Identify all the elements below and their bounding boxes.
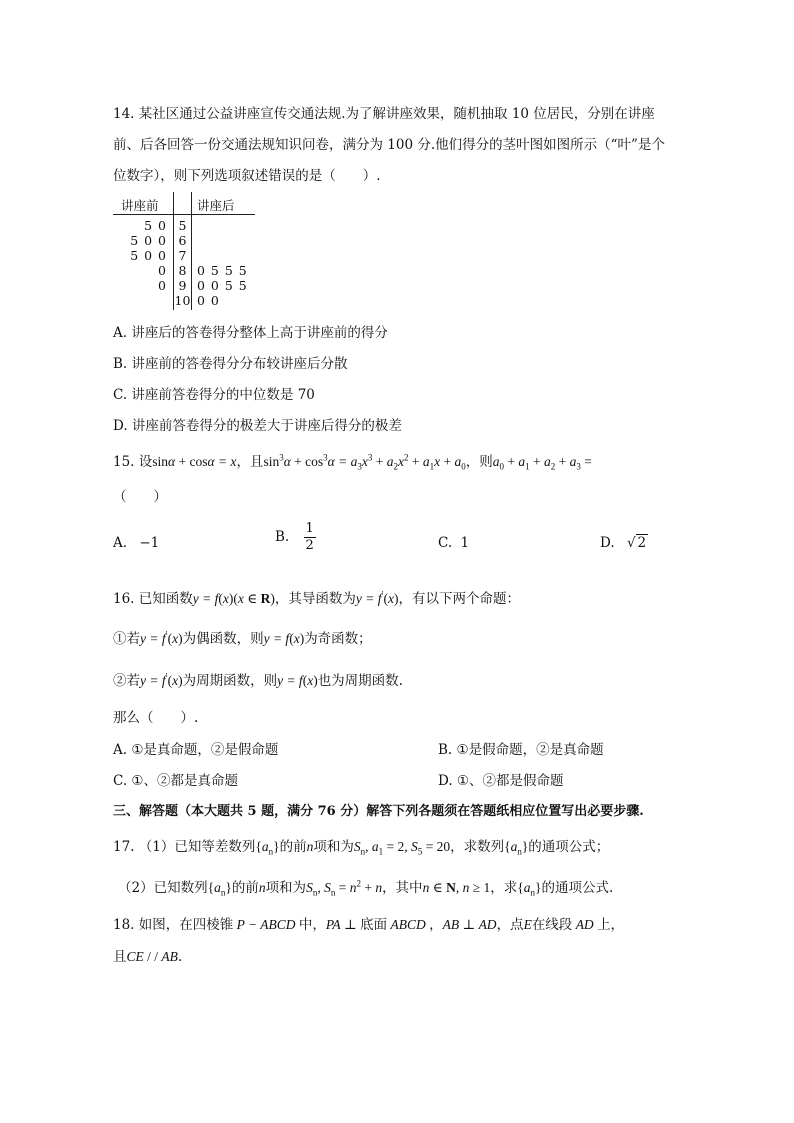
q15-formula-3: $a_0 + a_1 + a_2 + a_3$ = [492,454,592,472]
q16-proposition-2 [113,669,403,689]
formula: E [523,917,532,932]
text: 也为周期函数. [317,673,403,689]
q16-option-d: D. ①、②都是假命题 [438,773,564,789]
q16-option-a: A. ①是真命题，②是假命题 [113,742,279,758]
q16-proposition-1 [113,627,372,647]
formula: $\{a_n\}$ [207,880,232,898]
text: （2）已知数列 [118,880,208,896]
q16-option-c: C. ①、②都是真命题 [113,773,239,789]
text: ，求数列 [450,839,505,855]
text: 项和为 [265,880,307,896]
q18-line1 [113,913,624,933]
text: 为偶函数，则 [182,631,264,647]
text: 的前 [231,880,259,896]
formula: y = f(x) [277,673,318,688]
stem-leaf-header-before: 讲座前 [121,198,159,213]
square-root: √ 2 [626,535,647,551]
formula: AD [572,917,598,932]
option-label: D. [600,535,615,551]
q14-option-b: B. 讲座前的答卷得分分布较讲座后分散 [113,356,348,372]
q14-option-d: D. 讲座前答卷得分的极差大于讲座后得分的极差 [113,418,402,434]
text: 的前 [279,839,307,855]
stem-leaf-row [113,248,263,262]
q15-formula-2: $\sin^3\alpha + \cos^3\alpha = a_3x^3 + a_2x^2 + a_1x + a_0$ [263,452,466,472]
stem: 6 [178,233,187,248]
text: . [177,949,183,965]
stem: 5 [178,218,187,233]
leaf-after: 0 0 5 5 [197,278,248,293]
q15-paren: （ ） [113,489,167,505]
text: 在线段 [531,917,573,933]
formula: $S_n$, $S_n = n^2 + n$ [306,878,383,898]
leaf-after: 0 5 5 5 [197,263,248,278]
q16-prefix: 16. 已知函数 [113,591,193,607]
text: 底面 [360,917,388,933]
q15-option-a [113,535,159,551]
stem-leaf-header-after: 讲座后 [197,198,235,213]
fraction-numerator: 1 [305,521,314,536]
text: ，点 [496,917,524,933]
text: 中， [298,917,326,933]
text: 的通项公式； [528,839,610,855]
option-label: A. [113,535,128,551]
formula: y = f′(x) [140,671,183,688]
q14-line3: 位数字），则下列选项叙述错误的是（ ）. [113,168,381,184]
text: 且 [113,949,127,965]
q16-mid2: ，有以下两个命题： [398,591,520,607]
q15-prefix: 15. 设 [113,454,153,470]
stem-leaf-row [113,233,263,247]
text: ，求 [490,880,518,896]
q15-option-b [275,521,316,554]
q14-line1: 14. 某社区通过公益讲座宣传交通法规.为了解讲座效果，随机抽取 10 位居民，分别在讲座 [113,106,655,122]
q16-stem [113,587,520,607]
leaf-before: 5 0 0 [130,248,167,263]
leaf-before: 5 0 [144,218,167,233]
leaf-after: 0 0 [197,293,220,308]
formula: n [306,839,314,854]
stem: 8 [178,263,187,278]
formula: ABCD [387,917,430,932]
option-value: 1 [460,535,470,551]
q14-option-a: A. 讲座后的答卷得分整体上高于讲座前的得分 [113,325,388,341]
stem-leaf-plot [113,190,263,340]
q18-line2 [113,945,182,965]
section-heading: 三、解答题（本大题共 5 题，满分 76 分）解答下列各题须在答题纸相应位置写出必要步骤. [113,804,644,819]
fraction-denominator: 2 [305,538,314,553]
formula: y = f′(x) [140,629,183,646]
q16-mid1: ，其导函数为 [274,591,356,607]
text: 为周期函数，则 [182,673,278,689]
text: ， [429,917,443,933]
formula: $\{a_n\}$ [517,880,542,898]
q15-mid1: ，且 [236,454,264,470]
formula: $S_n$, $a_1 = 2$, $S_5 = 20$ [353,839,451,857]
stem: 7 [178,248,187,263]
text: ，其中 [382,880,423,896]
stem-leaf-row [113,218,263,232]
q17-part1 [113,835,609,855]
text: 为奇函数； [304,631,372,647]
q15-option-d [600,535,648,551]
q15-mid2: ，则 [465,454,493,470]
formula: $\{a_n\}$ [504,839,529,857]
radicand: 2 [637,535,647,551]
text: 的通项公式. [541,880,614,896]
formula: P − ABCD [233,917,299,932]
option-value: −1 [139,535,160,551]
stem: 10 [174,293,191,308]
q14-line2: 前、后各回答一份交通法规知识问卷，满分为 100 分.他们得分的茎叶图如图所示（“叶”是个 [113,137,665,153]
leaf-before: 0 [158,263,167,278]
q16-option-b: B. ①是假命题，②是真命题 [438,742,604,758]
q17-part2 [118,876,613,896]
formula: y = f(x) [263,631,305,646]
q16-ask: 那么（ ）. [113,710,199,726]
leaf-before: 5 0 0 [130,233,167,248]
text: 上， [597,917,625,933]
formula: n [258,880,266,895]
leaf-before: 0 [158,278,167,293]
formula: $\{a_n\}$ [255,839,280,857]
stem-leaf-row [113,278,263,292]
option-label: B. [275,529,290,545]
stem-leaf-row [113,263,263,277]
option-label: C. [438,535,453,551]
stem-leaf-row [113,293,263,307]
stem-leaf-header-divider [113,214,255,215]
q16-formula-1: y = f(x)(x ∈ R) [192,591,275,606]
stem: 9 [178,278,187,293]
q15-stem [113,450,592,470]
text: 18. 如图，在四棱锥 [113,917,234,933]
formula: AB ⊥ AD [442,917,497,932]
q15-option-c [438,535,469,551]
text: ②若 [113,673,140,689]
fraction [304,521,316,554]
q15-formula-1: sinα + cosα = x [152,454,237,469]
text: ①若 [113,631,140,647]
formula: CE / / AB [126,949,178,964]
formula: PA ⊥ [325,917,361,932]
text: 17. （1）已知等差数列 [113,839,256,855]
text: 项和为 [313,839,354,855]
q16-formula-2: y = f′(x) [355,589,399,606]
formula: n ∈ N, n ≥ 1 [422,880,491,895]
q14-option-c: C. 讲座前答卷得分的中位数是 70 [113,387,315,403]
